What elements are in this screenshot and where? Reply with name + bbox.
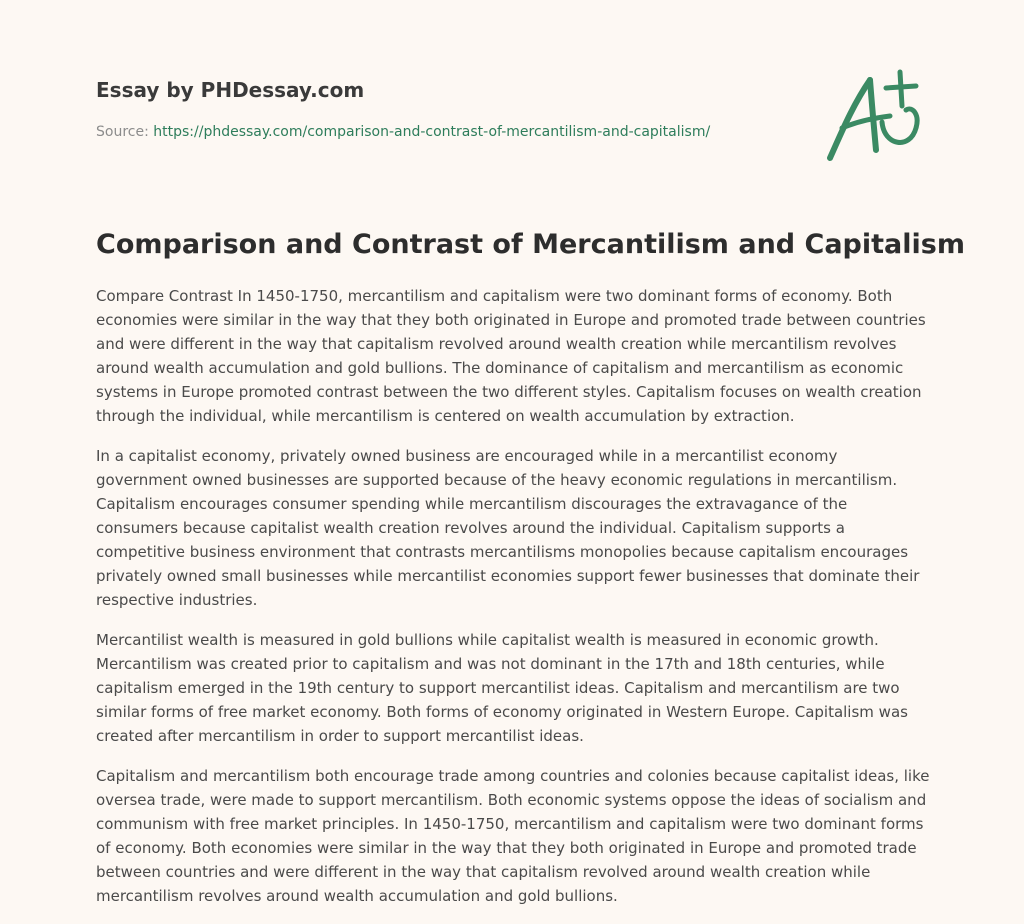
source-line [96,122,796,142]
essay-paragraph: Mercantilist wealth is measured in gold bullions while capitalist wealth is measured in economic growth. Mercantilism was created prior to capitalism and was not dominant in the 17th and 18th centuries, while capitalism emerged in the 19th century to support mercantilist ideas. Capitalism and mercantilism are two similar forms of free market economy. Both forms of economy originated in Western Europe. Capitalism was created after mercantilism in order to support mercantilist ideas. [96,631,908,745]
a-plus-grade-icon [820,66,930,166]
essay-paragraph: Compare Contrast In 1450-1750, mercantilism and capitalism were two dominant forms of economy. Both economies were similar in the way that they both originated in Europe and promoted trade between countries and were different in the way that capitalism revolved around wealth creation while mercantilism revolves around wealth accumulation and gold bullions. The dominance of capitalism and mercantilism as economic systems in Europe promoted contrast between the two different styles. Capitalism focuses on wealth creation through the individual, while mercantilism is centered on wealth accumulation by extraction. [96,287,926,425]
source-label: Source: [96,124,149,140]
essay-title: Comparison and Contrast of Mercantilism and Capitalism [96,229,965,260]
essay-paragraph: Capitalism and mercantilism both encourage trade among countries and colonies because capitalist ideas, like oversea trade, were made to support mercantilism. Both economic systems oppose the ideas of socialism and communism with free market principles. In 1450-1750, mercantilism and capitalism were two dominant forms of economy. Both economies were similar in the way that they both originated in Europe and promoted trade between countries and were different in the way that capitalism revolved around wealth creation while mercantilism revolves around wealth accumulation and gold bullions. [96,767,930,905]
source-link[interactable]: https://phdessay.com/comparison-and-contrast-of-mercantilism-and-capitalism/ [153,124,711,140]
header [96,76,796,142]
essay-body [96,284,932,924]
essay-paragraph: In a capitalist economy, privately owned business are encouraged while in a mercantilist economy government owned businesses are supported because of the heavy economic regulations in mercantilism. Capitalism encourages consumer spending while mercantilism discourages the extravagance of the consumers because capitalist wealth creation revolves around the individual. Capitalism supports a competitive business environment that contrasts mercantilisms monopolies because capitalism encourages privately owned small businesses while mercantilist economies support fewer businesses that dominate their respective industries. [96,447,920,609]
brand-title: Essay by PHDessay.com [96,78,365,102]
